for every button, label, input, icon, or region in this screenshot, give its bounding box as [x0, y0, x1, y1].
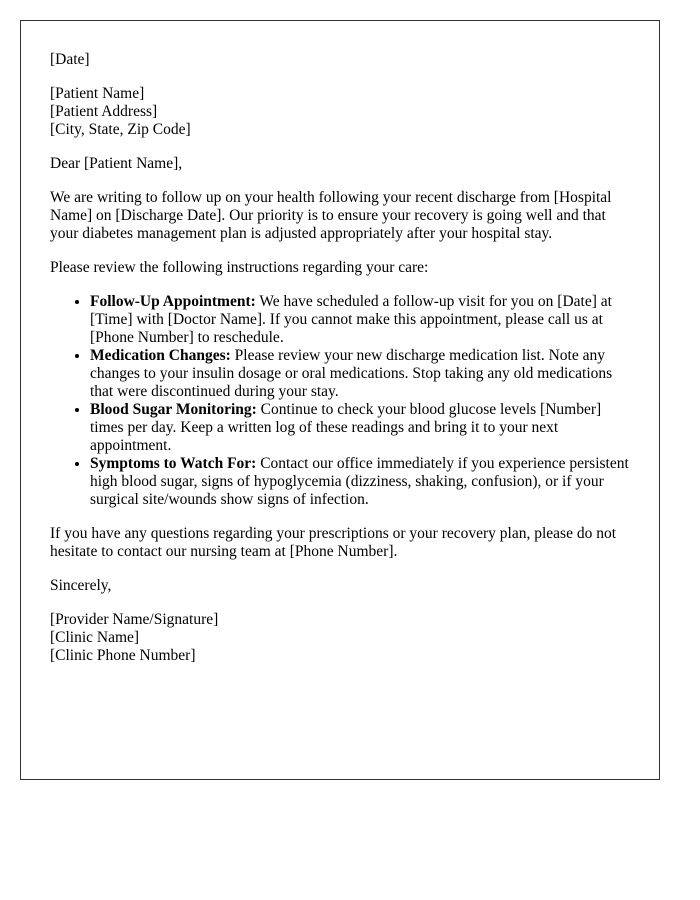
letter-frame — [20, 20, 660, 780]
instruction-text: Please review your new discharge medication list. Note any changes to your insulin dosage or oral medications. Stop taking any old medications that were discontinued during your stay. — [90, 347, 613, 400]
recipient-block — [50, 85, 635, 139]
instruction-text: Continue to check your blood glucose levels [Number] times per day. Keep a written log of these readings and bring it to your next appointment. — [90, 401, 602, 454]
instruction-title: Medication Changes: — [90, 347, 231, 364]
sign-off: Sincerely, — [50, 577, 112, 594]
instructions-intro: Please review the following instructions regarding your care: — [50, 259, 429, 276]
recipient-address: [Patient Address] — [50, 103, 158, 120]
signature-block — [50, 611, 635, 665]
instruction-title: Blood Sugar Monitoring: — [90, 401, 257, 418]
letter-body — [50, 51, 635, 681]
closing-paragraph: If you have any questions regarding your prescriptions or your recovery plan, please do not hesitate to contact our nursing team at [Phone Number]. — [50, 525, 617, 560]
instruction-title: Follow-Up Appointment: — [90, 293, 256, 310]
letter-date: [Date] — [50, 51, 90, 68]
list-item — [90, 347, 635, 401]
recipient-name: [Patient Name] — [50, 85, 145, 102]
instruction-text: We have scheduled a follow-up visit for you on [Date] at [Time] with [Doctor Name]. If you cannot make this appointment, please call us at [Phone Number] to reschedule. — [90, 293, 612, 346]
instruction-text: Contact our office immediately if you experience persistent high blood sugar, signs of hypoglycemia (dizziness, shaking, confusion), or if your surgical site/wounds show signs of infection. — [90, 455, 629, 508]
provider-signature: [Provider Name/Signature] — [50, 611, 219, 628]
list-item — [90, 455, 635, 509]
list-item — [90, 293, 635, 347]
clinic-phone: [Clinic Phone Number] — [50, 647, 196, 664]
list-item — [90, 401, 635, 455]
instruction-title: Symptoms to Watch For: — [90, 455, 257, 472]
recipient-city-state-zip: [City, State, Zip Code] — [50, 121, 191, 138]
intro-paragraph: We are writing to follow up on your health following your recent discharge from [Hospital Name] on [Discharge Date]. Our priority is to ensure your recovery is going well and that your diabetes management plan is adjusted appropriately after your hospital stay. — [50, 189, 612, 242]
salutation: Dear [Patient Name], — [50, 155, 183, 172]
clinic-name: [Clinic Name] — [50, 629, 140, 646]
instructions-list — [50, 293, 635, 509]
